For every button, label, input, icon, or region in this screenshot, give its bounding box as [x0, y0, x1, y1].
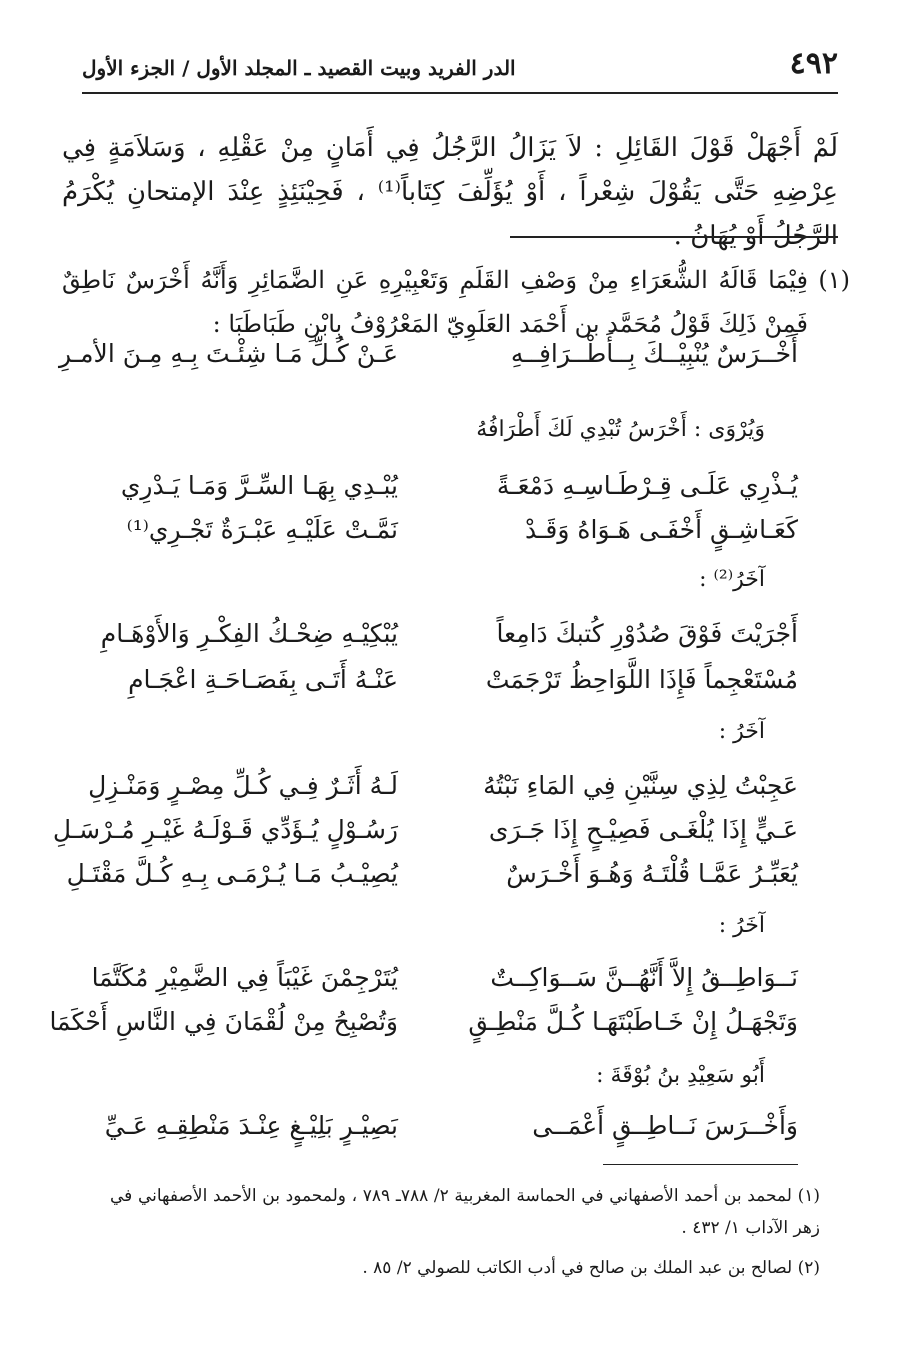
verse-first-hemistich: عَـيٍّ إِذَا يُلْغَـى فَصِيْـحٍ إِذَا جَـرَى	[488, 815, 798, 844]
footnotes	[110, 1180, 820, 1292]
verse-first-hemistich: يُعَبِّـرُ عَمَّـا قُلْتَـهُ وَهُـوَ أَخْـرَسٌ	[506, 859, 798, 888]
footnote: (٢) لصالح بن عبد الملك بن صالح في أدب الكاتب للصولي ٢/ ٨٥ .	[362, 1258, 820, 1278]
main-paragraph: لَمْ أَجْهَلْ قَوْلَ القَائِلِ : لاَ يَزَالُ الرَّجُلُ فِي أَمَانٍ مِنْ عَقْلِهِ ، وَسَلاَمَةٍ فِي عِرْضِهِ حَتَّى يَقُوْلَ شِعْراً ، أَوْ يُؤَلِّفَ كِتَاباً⁽¹⁾ ، فَحِيْنَئِذٍ عِنْدَ الإمتحانِ يُكْرَمُ الرَّجُلُ أَوْ يُهَانُ .	[62, 133, 838, 251]
verse-second-hemistich: يُبْـدِي بِهَـا السِّـرَّ وَمَـا يَـدْرِي	[120, 471, 398, 500]
verse-line	[52, 808, 798, 852]
footnote-divider	[603, 1164, 798, 1165]
verse-second-hemistich: وَتُصْبِحُ مِنْ لُقْمَانَ فِي النَّاسِ أَحْكَمَا	[49, 1007, 398, 1036]
verse-line	[72, 658, 798, 702]
verse-first-hemistich: مُسْتَعْجِماً فَإِذَا اللَّوَاحِظُ تَرْجَمَتْ	[485, 665, 798, 694]
verse-line	[49, 1000, 798, 1044]
page-header	[82, 44, 838, 94]
verse-line	[72, 764, 798, 808]
variant-reading: وَيُرْوَى : أَخْرَسُ تُبْدِي لَكَ أَطْرَافُهُ	[476, 417, 765, 442]
main-text	[62, 126, 838, 258]
verse-line	[72, 612, 798, 656]
verse-first-hemistich: أَجْرَيْتَ فَوْقَ صُدُوْرِ كُتبكَ دَامِعاً	[496, 619, 798, 648]
footnote: (١) لمحمد بن أحمد الأصفهاني في الحماسة المغربية ٢/ ٧٨٨ـ ٧٨٩ ، ولمحمود بن الأحمد الأصفهاني في زهر الآداب ١/ ٤٣٢ .	[110, 1186, 820, 1238]
annotation-number: (١)	[818, 266, 850, 294]
verse-second-hemistich: عَنْـهُ أَتَـى بِفَصَـاحَـةِ اعْجَـامِ	[128, 665, 398, 694]
verse-line	[72, 508, 798, 552]
verse-second-hemistich: عَـنْ كُـلِّ مَـا شِئْـتَ بِـهِ مِـنَ الأمـرِ	[59, 339, 398, 368]
verse-second-hemistich: يُتَرْجِمْنَ غَيْبَاً فِي الضَّمِيْرِ مُكَتَّمَا	[91, 963, 398, 992]
poet-label: أَبُو سَعِيْدِ بنُ بُوْقَةَ :	[596, 1063, 765, 1088]
verse-line	[72, 956, 798, 1000]
verse-first-hemistich: نَــوَاطِــقُ إِلاَّ أَنَّهُــنَّ سَــوَاكِــتٌ	[490, 963, 798, 992]
verse-second-hemistich: نَمَّـتْ عَلَيْـهِ عَبْـرَةٌ تَجْـرِي⁽¹⁾	[126, 515, 398, 544]
verse-second-hemistich: يُبْكِيْـهِ ضِحْـكُ الفِكْـرِ وَالأَوْهَـامِ	[100, 619, 398, 648]
verse-first-hemistich: كَعَـاشِـقٍ أَخْفَـى هَـوَاهُ وَقَـدْ	[524, 515, 798, 544]
verse-line	[72, 464, 798, 508]
verse-second-hemistich: لَـهُ أَثَـرٌ فِـي كُـلِّ مِصْـرٍ وَمَنْـزِلِ	[88, 771, 398, 800]
verse-line	[66, 852, 798, 896]
verse-line	[72, 1104, 798, 1148]
verse-first-hemistich: وَأَخْــرَسَ نَــاطِــقٍ أَعْمَــى	[532, 1111, 798, 1140]
annotation-intro: فِيْمَا قَالَهُ الشُّعَرَاءِ مِنْ وَصْفِ القَلَمِ وَتَعْبِيْرِهِ عَنِ الضَّمَائِرِ وَأَنَّهُ أَخْرَسٌ نَاطِقٌ فَمِنْ ذَلِكَ قَوْلُ مُحَمَّد بن أَحْمَد العَلَوِيّ المَعْرُوْفُ بِابْنِ طَبَاطَبَا :	[62, 266, 808, 338]
poet-label: آخَرُ :	[718, 913, 765, 938]
poet-label: آخَرُ :	[718, 719, 765, 744]
verse-first-hemistich: أَخْــرَسٌ يُنْبِيْــكَ بِــأَطْــرَافِــهِ	[510, 339, 798, 368]
header-divider	[82, 92, 838, 94]
page-number: ٤٩٢	[789, 46, 838, 81]
verse-first-hemistich: وَتَجْهَـلُ إِنْ خَـاطَبْتَهَـا كُـلَّ مَنْطِـقٍ	[468, 1007, 798, 1036]
verse-second-hemistich: يُصِيْـبُ مَـا يُـرْمَـى بِـهِ كُـلَّ مَقْتَـلِ	[66, 859, 398, 888]
verse-line	[59, 332, 798, 376]
verse-second-hemistich: بَصِيْـرٍ بَلِيْـغٍ عِنْـدَ مَنْطِقِـهِ عَـيِّ	[104, 1111, 398, 1140]
verse-first-hemistich: عَجِبْتُ لِذِي سِنَّيْنِ فِي المَاءِ نَبْتُهُ	[483, 771, 798, 800]
text-divider	[510, 236, 838, 238]
poet-label: آخَرُ⁽²⁾ :	[699, 567, 765, 592]
verse-first-hemistich: يُـذْرِي عَلَـى قِـرْطَـاسِـهِ دَمْعَـةً	[496, 471, 798, 500]
running-title: الدر الفريد وبيت القصيد ـ المجلد الأول / الجزء الأول	[82, 56, 516, 80]
verse-second-hemistich: رَسُـوْلٍ يُـؤَدِّي قَـوْلَـهُ غَيْـرِ مُـرْسَـلِ	[52, 815, 398, 844]
